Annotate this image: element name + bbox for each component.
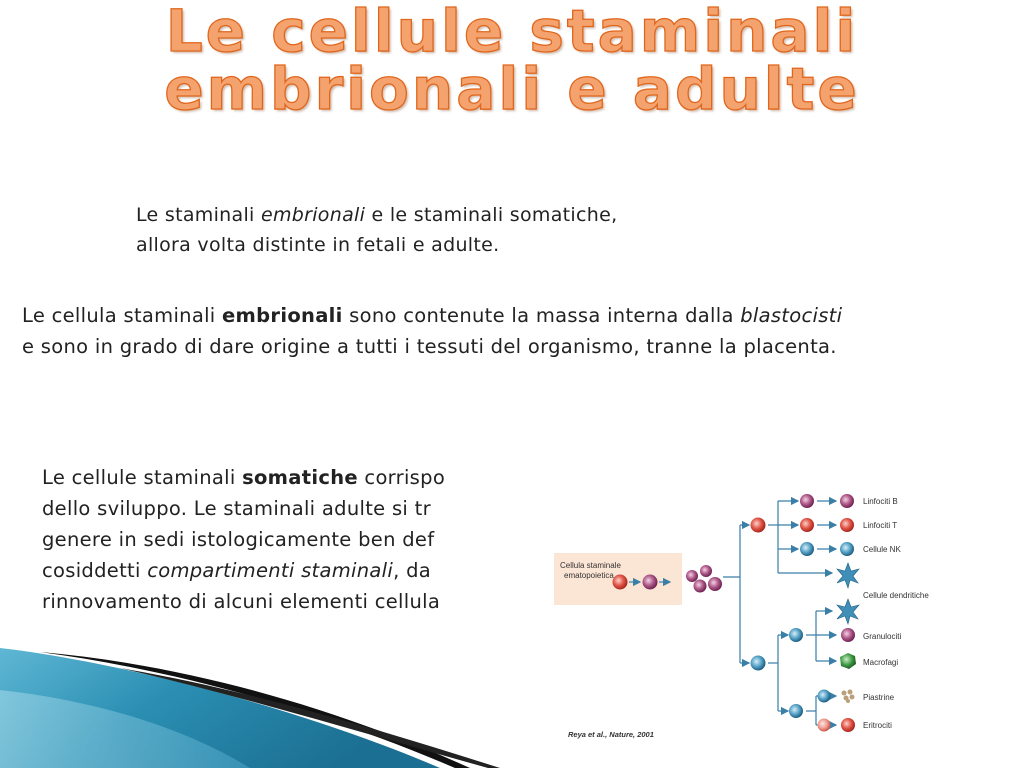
label-cellule-dendritiche: Cellule dendritiche xyxy=(863,591,929,600)
swoosh-dark-stripe-2 xyxy=(120,668,500,768)
progenitor-cell xyxy=(643,575,658,590)
stem-cell xyxy=(613,575,628,590)
somatic-line-2: dello sviluppo. Le staminali adulte si tr xyxy=(42,497,431,520)
paragraph-text: Le cellule staminali xyxy=(42,466,243,489)
intro-line-1 xyxy=(136,200,617,230)
b-cell xyxy=(840,494,854,508)
b-precursor xyxy=(800,494,814,508)
label-cellule-nk: Cellule NK xyxy=(863,545,901,554)
lymphoid-progenitor xyxy=(751,518,766,533)
somatic-line-4 xyxy=(42,555,532,586)
somatic-paragraph xyxy=(42,462,532,617)
cell-cluster xyxy=(694,580,707,593)
intro-emphasis: embrionali xyxy=(260,204,366,226)
dendritic-cell-star-icon xyxy=(837,563,859,588)
macrophage xyxy=(840,653,856,669)
myeloid-progenitor xyxy=(751,656,766,671)
slide-title-line-1: Le cellule staminali xyxy=(165,0,859,65)
paragraph-bold: somatiche xyxy=(242,466,358,489)
granulocyte-progenitor xyxy=(789,628,803,642)
megakaryocyte-progenitor xyxy=(789,704,803,718)
paragraph-bold: embrionali xyxy=(222,304,343,327)
paragraph-text: e sono in grado di dare origine a tutti i tessuti del organismo, tranne la placenta. xyxy=(22,335,837,358)
paragraph-italic: blastocisti xyxy=(740,304,843,327)
slide-title xyxy=(0,0,1024,123)
somatic-line-5: rinnovamento di alcuni elementi cellula xyxy=(42,590,441,613)
erythrocyte xyxy=(841,718,855,732)
hematopoiesis-figure xyxy=(520,485,960,747)
somatic-line-1 xyxy=(42,462,532,493)
cell-cluster xyxy=(708,577,722,591)
paragraph-text: corrispo xyxy=(357,466,446,489)
cell-cluster xyxy=(686,570,698,582)
somatic-line-3: genere in sedi istologicamente ben def xyxy=(42,528,435,551)
platelets xyxy=(842,690,855,704)
hematopoiesis-diagram xyxy=(520,485,960,747)
paragraph-text: , da xyxy=(393,559,432,582)
paragraph-text: Le cellula staminali xyxy=(22,304,223,327)
erythrocyte-precursor xyxy=(818,719,831,732)
t-cell xyxy=(840,518,854,532)
dendritic-cell-star-icon-2 xyxy=(837,599,859,624)
intro-text-part: Le staminali xyxy=(136,204,261,226)
stem-cell-label-1: Cellula staminale xyxy=(560,561,621,570)
label-eritrociti: Eritrociti xyxy=(863,721,892,730)
label-granulociti: Granulociti xyxy=(863,632,902,641)
paragraph-text: sono contenute la massa interna dalla xyxy=(342,304,741,327)
intro-line-2: allora volta distinte in fetali e adulte. xyxy=(136,234,500,256)
paragraph-italic: compartimenti staminali xyxy=(147,559,394,582)
swoosh-light-band xyxy=(0,690,250,768)
label-macrofagi: Macrofagi xyxy=(863,658,899,667)
granulocyte xyxy=(841,628,855,642)
nk-cell xyxy=(840,542,854,556)
label-linfociti-b: Linfociti B xyxy=(863,497,898,506)
t-precursor xyxy=(800,518,814,532)
stem-cell-label-2: ematopoietica xyxy=(564,571,614,580)
intro-text-part: e le staminali somatiche, xyxy=(365,204,618,226)
nk-precursor xyxy=(800,542,814,556)
swoosh-dark-stripe xyxy=(40,652,470,768)
figure-citation: Reya et al., Nature, 2001 xyxy=(568,730,654,739)
label-linfociti-t: Linfociti T xyxy=(863,521,898,530)
swoosh-teal-band xyxy=(0,648,440,768)
embryonic-paragraph xyxy=(22,300,852,362)
platelet-precursor xyxy=(818,690,831,703)
intro-text xyxy=(136,200,617,260)
paragraph-text: cosiddetti xyxy=(42,559,148,582)
slide-title-line-2: embrionali e adulte xyxy=(164,55,860,123)
label-piastrine: Piastrine xyxy=(863,693,895,702)
cell-cluster xyxy=(700,565,712,577)
